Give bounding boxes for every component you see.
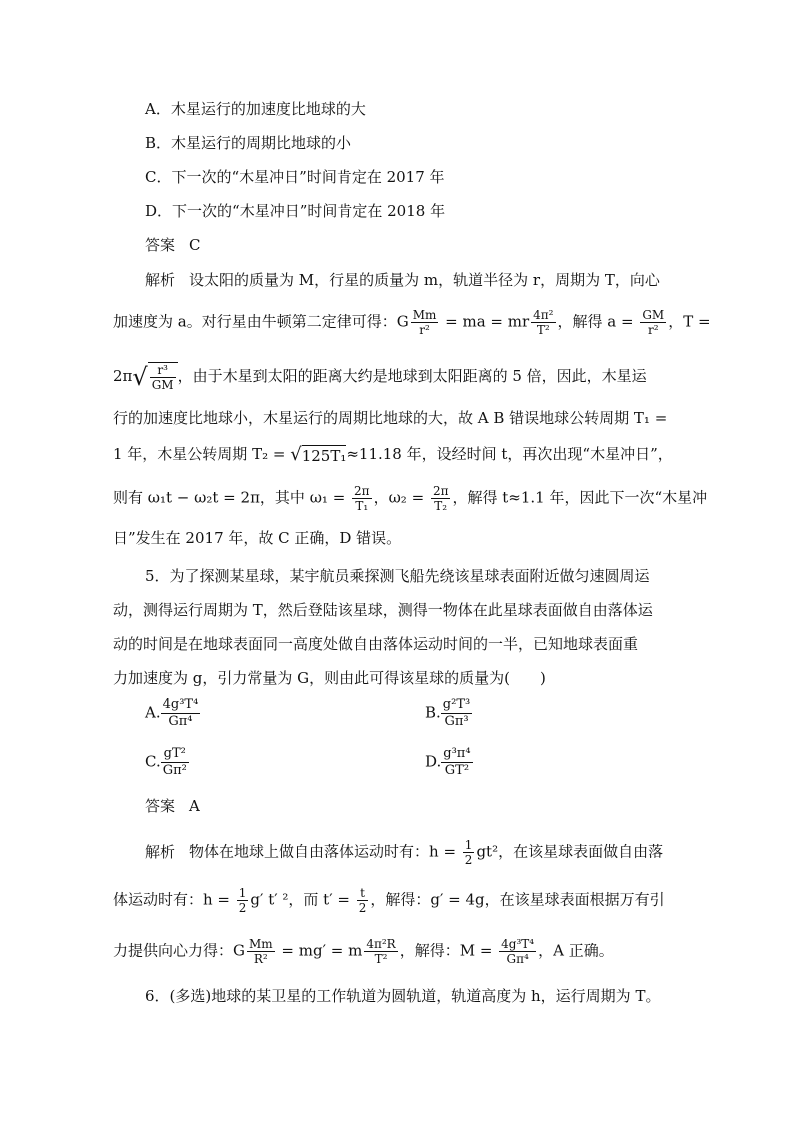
explanation-q4-line6: 则有 ω₁t − ω₂t = 2π，其中 ω₁ = $\frac{2\pi}{\text{T₁}}$ ，ω₂ = $\frac{2\pi}{\text{T₂}}$ ，解得 t≈1.1 年，因此下一次“木星冲 bbox=[113, 484, 708, 513]
explanation-q4-line1: 解析 设太阳的质量为 M，行星的质量为 m，轨道半径为 r，周期为 T，向心 bbox=[145, 271, 660, 289]
q5-option-d: D. $\frac{\text{g³π⁴}}{\text{GT²}}$ bbox=[425, 746, 471, 778]
explanation-q5-line2: 体运动时有：h = $\frac{1}{2}$ g′ t′ ²，而 t′ = $\frac{t}{2}$ ，解得：g′ = 4g，在该星球表面根据万有引 bbox=[113, 886, 665, 915]
fraction: $\frac{2\pi}{\text{T₁}}$ bbox=[354, 484, 370, 513]
fraction: $\frac{\text{4g³T⁴}}{\text{Gπ⁴}}$ bbox=[501, 937, 535, 966]
sqrt-symbol: √125T₁ bbox=[290, 444, 347, 465]
sqrt-symbol: √ $\frac{\text{r³}}{GM}$ bbox=[132, 362, 177, 392]
fraction: $\frac{\text{4π²}}{\text{T²}}$ bbox=[533, 308, 554, 337]
option-d: D．下一次的“木星冲日”时间肯定在 2018 年 bbox=[145, 202, 446, 220]
explanation-q4-line4: 行的加速度比地球小，木星运行的周期比地球的大，故 A B 错误地球公转周期 T₁ = bbox=[113, 409, 668, 427]
answer-q4: 答案 C bbox=[145, 236, 201, 254]
option-a: A．木星运行的加速度比地球的大 bbox=[145, 100, 366, 118]
q5-line3: 动的时间是在地球表面同一高度处做自由落体运动时间的一半，已知地球表面重 bbox=[113, 635, 639, 653]
q5-line4: 力加速度为 g，引力常量为 G，则由此可得该星球的质量为( ) bbox=[113, 669, 546, 687]
fraction: $\frac{1}{2}$ bbox=[238, 886, 247, 915]
answer-q5: 答案 A bbox=[145, 797, 200, 815]
q5-option-b: B. $\frac{\text{g²T³}}{\text{Gπ³}}$ bbox=[425, 697, 471, 729]
fraction: $\frac{1}{2}$ bbox=[464, 838, 473, 867]
fraction: $\frac{Mm}{\text{r²}}$ bbox=[412, 308, 437, 337]
q5-line2: 动，测得运行周期为 T，然后登陆该星球，测得一物体在此星球表面做自由落体运 bbox=[113, 601, 653, 619]
explanation-q4-line2: 加速度为 a。对行星由牛顿第二定律可得：G $\frac{Mm}{\text{r²}}$ = ma = mr $\frac{\text{4π²}}{\text{T²}}$ ，解得 a = $\frac{GM}{\text{r²}}$ ，T = bbox=[113, 308, 711, 337]
fraction: $\frac{Mm}{\text{R²}}$ bbox=[248, 937, 273, 966]
fraction: $\frac{\text{4π²R}}{\text{T²}}$ bbox=[366, 937, 396, 966]
q5-option-a: A. $\frac{\text{4g³T⁴}}{\text{Gπ⁴}}$ bbox=[145, 697, 199, 729]
q5-option-c: C. $\frac{\text{gT²}}{\text{Gπ²}}$ bbox=[145, 746, 187, 778]
q6-line1: 6．(多选)地球的某卫星的工作轨道为圆轨道，轨道高度为 h，运行周期为 T。 bbox=[145, 987, 661, 1005]
explanation-q5-line3: 力提供向心力得：G $\frac{Mm}{\text{R²}}$ = mg′ = m $\frac{\text{4π²R}}{\text{T²}}$ ，解得：M = $\frac{\text{4g³T⁴}}{\text{Gπ⁴}}$ ，A 正确。 bbox=[113, 937, 614, 966]
explanation-q4-line3: 2π√ $\frac{\text{r³}}{GM}$ ，由于木星到太阳的距离大约是地球到太阳距离的 5 倍，因此，木星运 bbox=[113, 363, 647, 392]
fraction: $\frac{2\pi}{\text{T₂}}$ bbox=[432, 484, 449, 513]
explanation-q4-line5: 1 年，木星公转周期 T₂ = √125T₁≈11.18 年，设经时间 t，再次出现“木星冲日”， bbox=[113, 444, 673, 465]
option-b: B．木星运行的周期比地球的小 bbox=[145, 134, 352, 152]
explanation-q5-line1: 解析 物体在地球上做自由落体运动时有：h = $\frac{1}{2}$ gt²，在该星球表面做自由落 bbox=[145, 838, 664, 867]
option-c: C．下一次的“木星冲日”时间肯定在 2017 年 bbox=[145, 168, 445, 186]
explanation-q4-line7: 日”发生在 2017 年，故 C 正确，D 错误。 bbox=[113, 529, 402, 547]
fraction: $\frac{GM}{\text{r²}}$ bbox=[642, 308, 665, 337]
fraction: $\frac{t}{2}$ bbox=[358, 886, 367, 915]
q5-line1: 5．为了探测某星球，某宇航员乘探测飞船先绕该星球表面附近做匀速圆周运 bbox=[145, 567, 650, 585]
